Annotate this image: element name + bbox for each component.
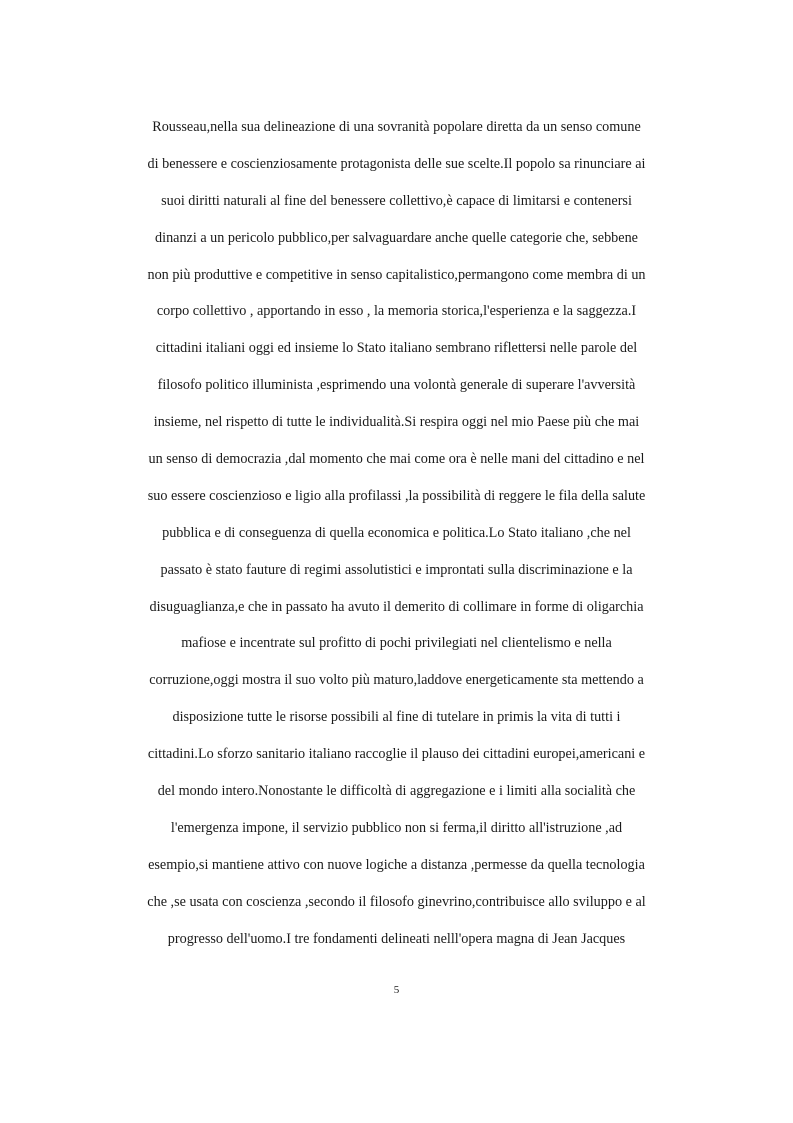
text-line: insieme, nel rispetto di tutte le individualità.Si respira oggi nel mio Paese più che mai [153, 414, 640, 431]
text-line: cittadini.Lo sforzo sanitario italiano raccoglie il plauso dei cittadini europei,americani e [147, 746, 646, 763]
text-line: cittadini italiani oggi ed insieme lo Stato italiano sembrano riflettersi nelle parole del [155, 340, 638, 357]
text-line: l'emergenza impone, il servizio pubblico non si ferma,il diritto all'istruzione ,ad [170, 819, 623, 836]
text-line: non più produttive e competitive in senso capitalistico,permangono come membra di un [147, 266, 646, 283]
page-number: 5 [393, 984, 400, 996]
text-line: di benessere e coscienziosamente protagonista delle sue scelte.Il popolo sa rinunciare ai [147, 155, 646, 172]
text-line: progresso dell'uomo.I tre fondamenti delineati nelll'opera magna di Jean Jacques [167, 930, 626, 947]
text-line: un senso di democrazia ,dal momento che mai come ora è nelle mani del cittadino e nel [148, 451, 645, 468]
text-line: disposizione tutte le risorse possibili al fine di tutelare in primis la vita di tutti i [172, 709, 621, 726]
text-line: che ,se usata con coscienza ,secondo il filosofo ginevrino,contribuisce allo sviluppo e al [147, 893, 646, 910]
text-line: disuguaglianza,e che in passato ha avuto il demerito di collimare in forme di oligarchia [149, 598, 644, 615]
text-line: filosofo politico illuminista ,esprimendo una volontà generale di superare l'avversità [157, 377, 636, 394]
text-line: Rousseau,nella sua delineazione di una sovranità popolare diretta da un senso comune [152, 119, 641, 135]
text-line: corpo collettivo , apportando in esso , la memoria storica,l'esperienza e la saggezza.I [156, 303, 637, 320]
text-line: pubblica e di conseguenza di quella economica e politica.Lo Stato italiano ,che nel [162, 524, 631, 541]
text-line: esempio,si mantiene attivo con nuove logiche a distanza ,permesse da quella tecnologia [148, 856, 645, 873]
text-line: mafiose e incentrate sul profitto di pochi privilegiati nel clientelismo e nella [181, 635, 612, 652]
text-line: suo essere coscienzioso e ligio alla profilassi ,la possibilità di reggere le fila della salute [147, 487, 646, 504]
text-line: suoi diritti naturali al fine del benessere collettivo,è capace di limitarsi e contenersi [161, 192, 632, 209]
text-line: del mondo intero.Nonostante le difficoltà di aggregazione e i limiti alla socialità che [157, 783, 636, 800]
text-line: dinanzi a un pericolo pubblico,per salvaguardare anche quelle categorie che, sebbene [155, 229, 638, 246]
text-line: passato è stato fauture di regimi assolutistici e improntati sulla discriminazione e la [160, 561, 633, 578]
body-paragraph [100, 109, 693, 957]
text-line: corruzione,oggi mostra il suo volto più maturo,laddove energeticamente sta mettendo a [149, 672, 644, 689]
